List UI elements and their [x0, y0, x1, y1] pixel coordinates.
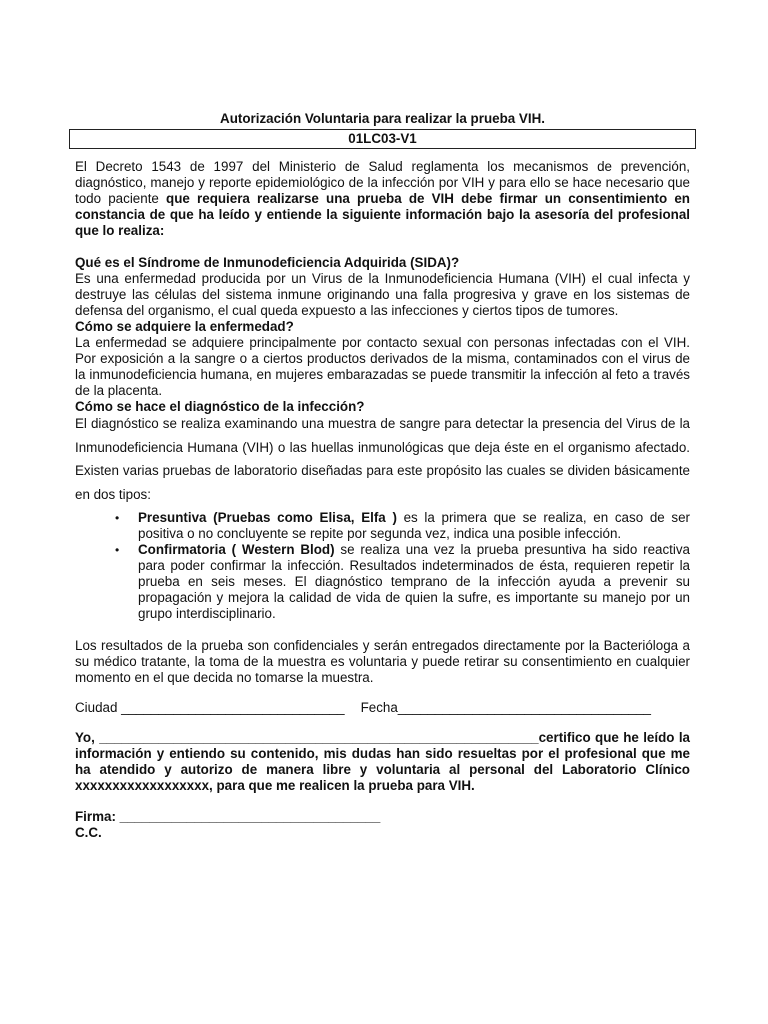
bullet-text: se realiza una vez la prueba presuntiva ha sido reactiva para poder confirmar la infección. Resultados indeterminados de ésta, requieren repetir la prueba en seis meses. El diagnóstico temprano de la infección ayuda a prevenir su propagación y mejora la calidad de vida de quien la sufre, es importante su manejo por un grupo interdisciplinario. — [138, 542, 690, 621]
bullet-title: Confirmatoria ( Western Blod) — [138, 542, 335, 557]
document-code: 01LC03-V1 — [69, 129, 696, 149]
test-types-list — [75, 510, 690, 622]
city-date-row — [75, 700, 690, 716]
document-title: Autorización Voluntaria para realizar la prueba VIH. — [220, 111, 545, 126]
document-content — [75, 111, 690, 841]
id-field: C.C. — [75, 825, 102, 840]
question-sida: Qué es el Síndrome de Inmunodeficiencia Adquirida (SIDA)? — [75, 255, 460, 270]
bullet-title: Presuntiva (Pruebas como Elisa, Elfa ) — [138, 510, 397, 525]
answer-diagnostico: El diagnóstico se realiza examinando una muestra de sangre para detectar la presencia del Virus de la Inmunodeficiencia Humana (VIH) o las huellas inmunológicas que deja éste en el organismo afectado. Existen varias pruebas de laboratorio diseñadas para este propósito las cuales se dividen básicamente en dos tipos: — [75, 416, 690, 502]
signature-field: Firma: ___________________________________ — [75, 809, 381, 824]
bullet-icon: • — [115, 511, 120, 525]
certification-paragraph: Yo, ___________________________________________________________certifico que he leído la información y entiendo su contenido, mis dudas han sido resueltas por el profesional que me ha atendido y autorizo de manera libre y voluntaria al personal del Laboratorio Clínico xxxxxxxxxxxxxxxxxx, para que me realicen la prueba para VIH. — [75, 730, 690, 793]
signature-block — [75, 809, 690, 841]
date-field: Fecha__________________________________ — [360, 700, 652, 715]
bullet-icon: • — [115, 543, 120, 557]
intro-bold-text: que requiera realizarse una prueba de VIH debe firmar un consentimiento en constancia de que ha leído y entiende la siguiente información bajo la asesoría del profesional que lo realiza: — [75, 191, 690, 238]
list-item — [75, 542, 690, 622]
question-adquiere: Cómo se adquiere la enfermedad? — [75, 319, 294, 334]
answer-adquiere: La enfermedad se adquiere principalmente por contacto sexual con personas infectadas con el VIH. Por exposición a la sangre o a ciertos productos derivados de la misma, contaminados con el virus de la inmunodeficiencia humana, en mujeres embarazadas se puede transmitir la infección al feto a través de la placenta. — [75, 335, 690, 398]
city-field: Ciudad ______________________________ — [75, 700, 345, 715]
intro-normal-text: El Decreto 1543 de 1997 del Ministerio de Salud reglamenta los mecanismos de prevención, diagnóstico, manejo y reporte epidemiológico de la infección por VIH y para ello se hace necesario que todo paciente — [75, 159, 690, 206]
answer-sida: Es una enfermedad producida por un Virus de la Inmunodeficiencia Humana (VIH) el cual infecta y destruye las células del sistema inmune originando una falla progresiva y grave en los sistemas de defensa del organismo, el cual queda expuesto a las infecciones y ciertos tipos de tumores. — [75, 271, 690, 318]
intro-paragraph — [75, 159, 690, 239]
bullet-text: es la primera que se realiza, en caso de ser positiva o no concluyente se repite por segunda vez, indica una posible infección. — [138, 510, 691, 541]
question-diagnostico: Cómo se hace el diagnóstico de la infección? — [75, 399, 365, 414]
results-paragraph: Los resultados de la prueba son confidenciales y serán entregados directamente por la Bacterióloga a su médico tratante, la toma de la muestra es voluntaria y puede retirar su consentimiento en cualquier momento en el que decida no tomarse la muestra. — [75, 638, 690, 685]
list-item — [75, 510, 690, 542]
